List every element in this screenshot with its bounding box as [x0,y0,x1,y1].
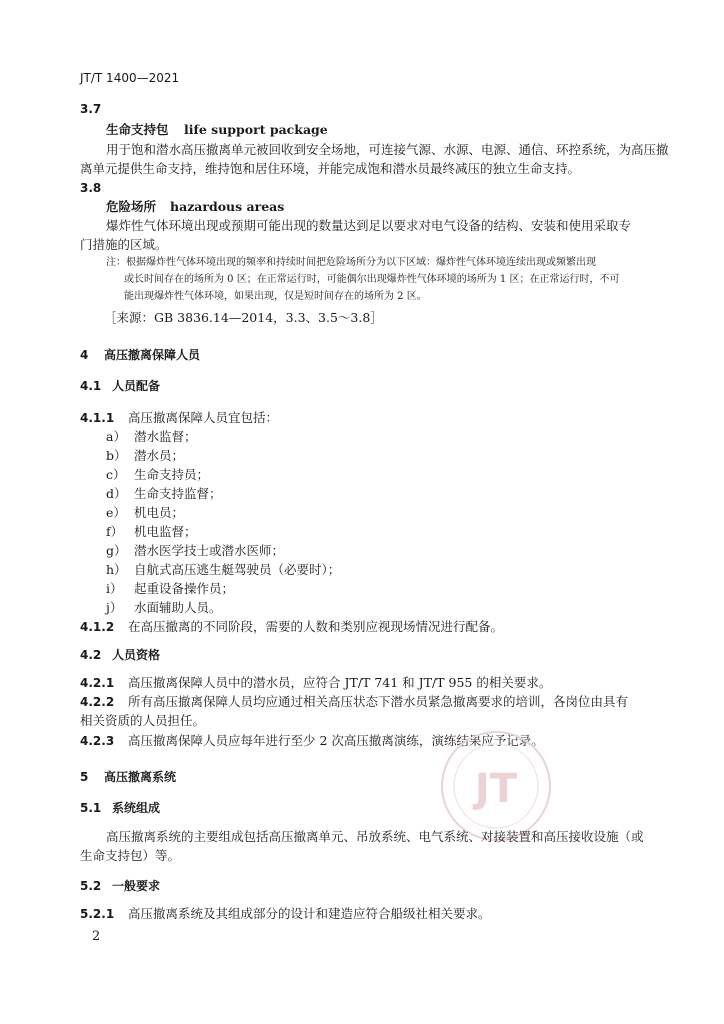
term-number: 3.7 [80,102,102,116]
page-number: 2 [92,929,101,944]
list-item: 起重设备操作员； [134,581,235,596]
subsection-number: 4.1 [80,379,102,393]
list-item: 潜水医学技士或潜水医师； [134,543,285,558]
list-item-label: b） [106,448,127,463]
term-title-en: life support package [184,122,328,137]
term-title-en: hazardous areas [170,199,285,214]
subsection-title: 人员资格 [112,648,161,662]
clause-number: 4.2.2 [80,695,115,709]
source-reference: ［来源：GB 3836.14—2014，3.3、3.5～3.8］ [104,310,383,325]
definition-line: 用于饱和潜水高压撤离单元被回收到安全场地，可连接气源、水源、电源、通信、环控系统，为高压撤 [106,142,669,157]
clause-text: 高压撤离保障人员中的潜水员，应符合 JT/T 741 和 JT/T 955 的相关要求。 [128,675,552,690]
list-item-label: c） [106,467,126,482]
note-line: 注：根据爆炸性气体环境出现的频率和持续时间把危险场所分为以下区域：爆炸性气体环境连续出现或频繁出现 [106,257,596,268]
list-item-label: d） [106,486,127,501]
section-title: 高压撤离系统 [104,770,177,784]
list-item: 潜水员； [134,448,185,463]
watermark-text: JT [474,766,518,812]
clause-text: 在高压撤离的不同阶段，需要的人数和类别应视现场情况进行配备。 [128,619,504,634]
list-item: 机电员； [134,505,185,520]
clause-number: 4.2.1 [80,676,115,690]
definition-line: 离单元提供生命支持，维持饱和居住环境，并能完成饱和潜水员最终减压的独立生命支持。 [80,161,581,176]
list-item-label: a） [106,429,126,444]
subsection-title: 系统组成 [112,801,161,815]
section-title: 高压撤离保障人员 [104,348,201,362]
subsection-number: 5.1 [80,801,102,815]
subsection-title: 一般要求 [112,879,161,893]
definition-line: 爆炸性气体环境出现或预期可能出现的数量达到足以要求对电气设备的结构、安装和使用采取专 [106,218,632,233]
list-item: 自航式高压逃生艇驾驶员（必要时）； [134,562,341,577]
section-number: 5 [80,770,89,784]
standard-id: JT/T 1400—2021 [80,71,180,85]
note-line: 或长时间存在的场所为 0 区；在正常运行时，可能偶尔出现爆炸性气体环境的场所为 1 区；在正常运行时，不可 [124,274,620,285]
term-title-cn: 危险场所 [106,199,157,214]
list-item: 生命支持员； [134,467,210,482]
subsection-number: 4.2 [80,648,102,662]
list-item-label: f） [106,524,124,539]
clause-number: 4.1.2 [80,620,115,634]
clause-text: 高压撤离系统及其组成部分的设计和建造应符合船级社相关要求。 [128,906,491,921]
clause-text: 高压撤离保障人员宜包括： [128,410,279,425]
list-item: 潜水监督； [134,429,197,444]
section-number: 4 [80,348,89,362]
subsection-title: 人员配备 [112,379,161,393]
clause-text: 所有高压撤离保障人员均应通过相关高压状态下潜水员紧急撤离要求的培训，各岗位由具有 [128,694,629,709]
list-item-label: g） [106,543,127,558]
list-item: 机电监督； [134,524,197,539]
clause-number: 4.2.3 [80,734,115,748]
clause-number: 4.1.1 [80,411,115,425]
list-item-label: e） [106,505,126,520]
jt-watermark-logo [438,728,554,844]
list-item-label: j） [106,600,123,615]
note-line: 能出现爆炸性气体环境，如果出现，仅是短时间存在的场所为 2 区。 [124,291,427,302]
list-item: 生命支持监督； [134,486,222,501]
subsection-number: 5.2 [80,879,102,893]
term-title-cn: 生命支持包 [106,122,169,137]
clause-text: 相关资质的人员担任。 [80,713,206,728]
paragraph-line: 高压撤离系统的主要组成包括高压撤离单元、吊放系统、电气系统、对接装置和高压接收设施（或 [106,829,644,844]
list-item: 水面辅助人员。 [134,600,222,615]
clause-number: 5.2.1 [80,907,115,921]
clause-text: 高压撤离保障人员应每年进行至少 2 次高压撤离演练，演练结果应予记录。 [128,733,544,748]
term-number: 3.8 [80,181,102,195]
list-item-label: i） [106,581,123,596]
paragraph-line: 生命支持包）等。 [80,848,181,863]
list-item-label: h） [106,562,127,577]
definition-line: 门措施的区域。 [80,237,168,252]
